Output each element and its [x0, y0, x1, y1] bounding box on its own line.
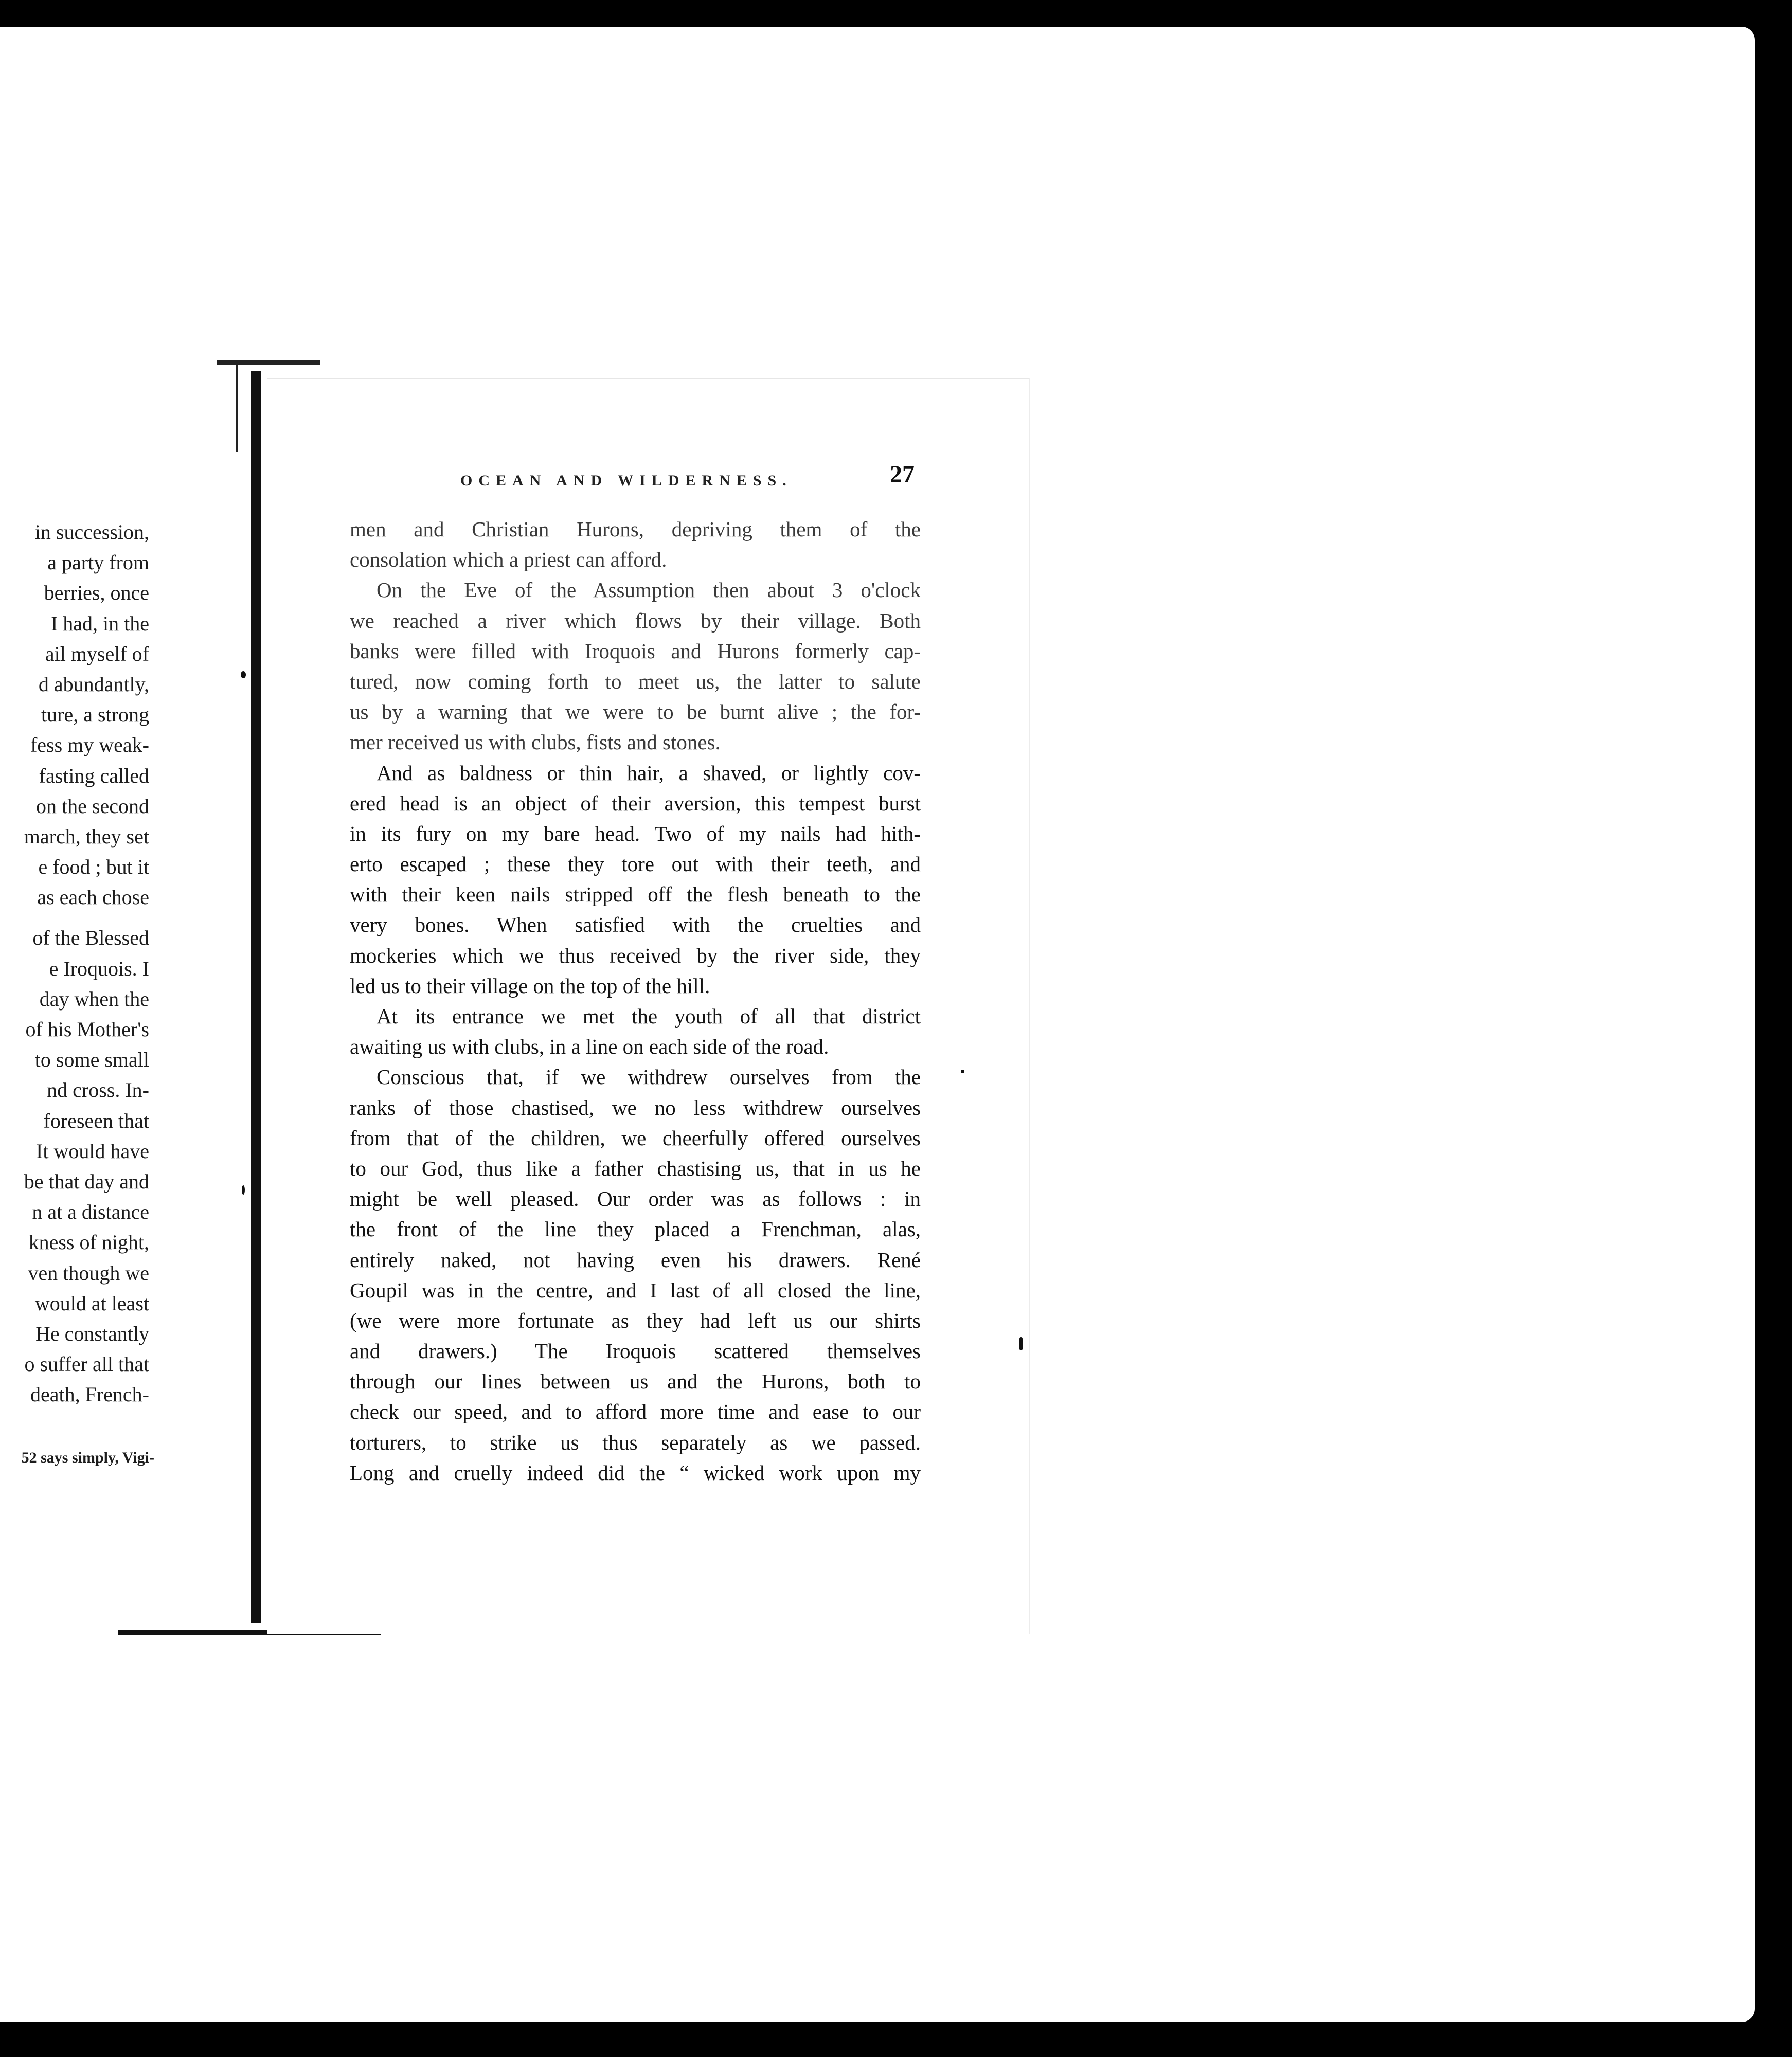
left-page-line: o suffer all that: [24, 1352, 149, 1376]
body-line: through our lines between us and the Hurons, both to: [350, 1369, 921, 1394]
left-page-text: [0, 517, 149, 1410]
left-page-line: [0, 912, 149, 923]
body-line: torturers, to strike us thus separately as we passed.: [350, 1430, 921, 1454]
body-line: might be well pleased. Our order was as follows : in: [350, 1187, 921, 1211]
left-page-line: ven though we: [28, 1261, 149, 1285]
left-page-line: It would have: [36, 1139, 149, 1163]
left-page-line: to some small: [34, 1048, 149, 1072]
left-page-line: march, they set: [24, 824, 149, 848]
body-line: At its entrance we met the youth of all that district: [377, 1004, 921, 1028]
gutter-thin-line: [236, 364, 238, 452]
left-page-line: e food ; but it: [38, 855, 149, 879]
left-page-line: ail myself of: [45, 642, 149, 665]
body-text: [350, 514, 921, 1488]
scan-speck: [242, 1185, 245, 1195]
left-page-line: He constantly: [35, 1322, 149, 1345]
left-page-footnote: 52 says simply, Vigi-: [21, 1449, 154, 1466]
left-page-line: as each chose: [37, 886, 149, 909]
running-head: OCEAN AND WILDERNESS.: [460, 472, 793, 489]
body-line: erto escaped ; these they tore out with their teeth, and: [350, 852, 921, 876]
body-line: to our God, thus like a father chastising us, that in us he: [350, 1156, 921, 1180]
body-line: in its fury on my bare head. Two of my nails had hith-: [350, 821, 921, 845]
body-line: Goupil was in the centre, and I last of all closed the line,: [350, 1278, 921, 1302]
left-page-line: nd cross. In-: [47, 1078, 149, 1102]
left-page-line: a party from: [47, 551, 149, 574]
body-line: us by a warning that we were to be burnt alive ; the for-: [350, 700, 921, 724]
body-line: men and Christian Hurons, depriving them of the: [350, 517, 921, 541]
gutter-top-shadow: [217, 360, 320, 365]
body-line: check our speed, and to afford more time and ease to our: [350, 1400, 921, 1424]
body-line: led us to their village on the top of the hill.: [350, 973, 710, 998]
body-line: very bones. When satisfied with the cruelties and: [350, 913, 921, 937]
left-page-line: on the second: [36, 794, 149, 818]
body-line: Conscious that, if we withdrew ourselves from the: [377, 1065, 921, 1089]
body-line: Long and cruelly indeed did the “ wicked work upon my: [350, 1460, 921, 1485]
body-line: ranks of those chastised, we no less withdrew ourselves: [350, 1095, 921, 1120]
left-page-line: day when the: [39, 987, 149, 1011]
left-page-line: foreseen that: [43, 1109, 149, 1132]
left-page-line: berries, once: [44, 581, 149, 605]
left-page-line: n at a distance: [32, 1200, 149, 1224]
body-line: consolation which a priest can afford.: [350, 548, 667, 572]
scan-speck: [961, 1070, 964, 1073]
left-page-line: of his Mother's: [25, 1018, 149, 1041]
body-line: (we were more fortunate as they had left us our shirts: [350, 1308, 921, 1332]
left-page-line: death, French-: [30, 1383, 149, 1406]
body-line: and drawers.) The Iroquois scattered themselves: [350, 1339, 921, 1363]
left-page-line: fasting called: [39, 764, 149, 787]
body-line: the front of the line they placed a Frenchman, alas,: [350, 1217, 921, 1241]
body-line: we reached a river which flows by their village. Both: [350, 608, 921, 633]
body-line: awaiting us with clubs, in a line on each side of the road.: [350, 1035, 829, 1059]
scan-speck: [241, 671, 246, 678]
body-line: banks were filled with Iroquois and Hurons formerly cap-: [350, 639, 921, 663]
body-line: from that of the children, we cheerfully offered ourselves: [350, 1126, 921, 1150]
left-page-line: would at least: [34, 1291, 149, 1315]
body-line: entirely naked, not having even his drawers. René: [350, 1248, 921, 1272]
left-page-line: kness of night,: [28, 1231, 149, 1254]
body-line: ered head is an object of their aversion, this tempest burst: [350, 791, 921, 815]
left-page-line: ture, a strong: [41, 703, 149, 727]
body-line: And as baldness or thin hair, a shaved, or lightly cov-: [377, 761, 921, 785]
gutter-binding-shadow: [251, 371, 261, 1623]
left-page-line: be that day and: [24, 1169, 149, 1193]
page-number: 27: [890, 461, 915, 488]
body-line: mer received us with clubs, fists and stones.: [350, 730, 721, 754]
left-page-line: d abundantly,: [38, 672, 149, 696]
scan-speck: [1019, 1337, 1023, 1350]
body-line: mockeries which we thus received by the river side, they: [350, 943, 921, 967]
left-page-line: in succession,: [34, 520, 149, 544]
left-page-line: e Iroquois. I: [49, 957, 149, 980]
body-line: On the Eve of the Assumption then about 3 o'clock: [377, 578, 921, 602]
left-page-line: fess my weak-: [30, 733, 149, 757]
body-line: with their keen nails stripped off the flesh beneath to the: [350, 882, 921, 907]
left-page-line: I had, in the: [50, 611, 149, 635]
left-page-line: of the Blessed: [32, 926, 149, 950]
body-line: tured, now coming forth to meet us, the latter to salute: [350, 669, 921, 693]
